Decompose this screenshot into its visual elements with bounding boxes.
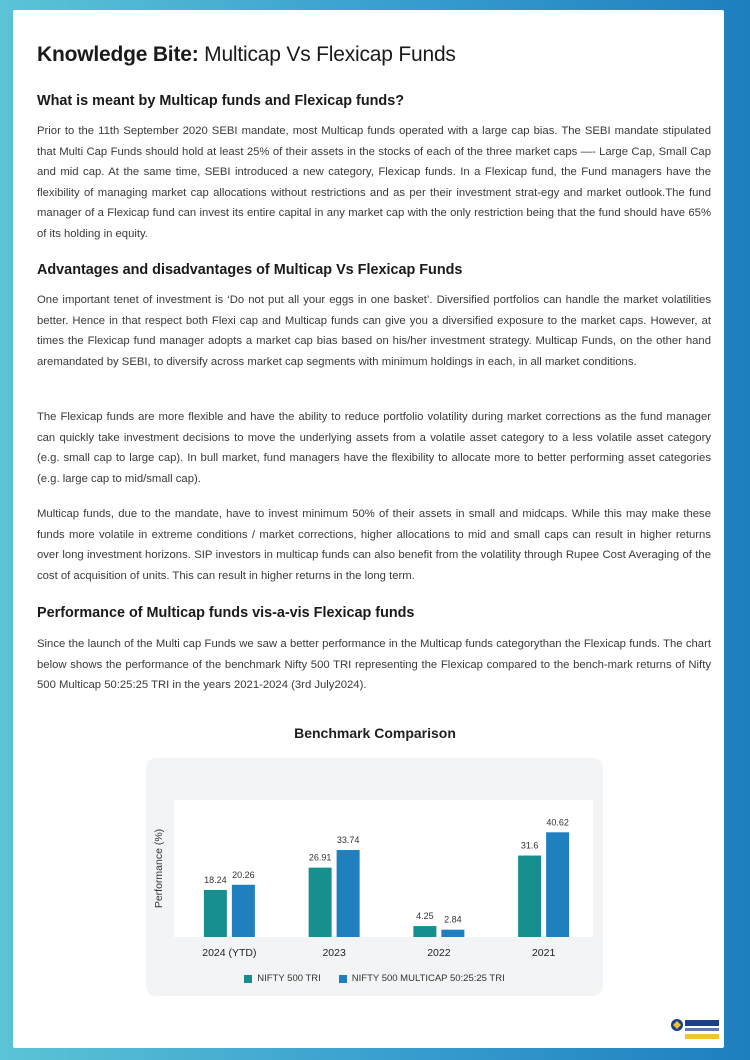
bar — [204, 890, 227, 937]
chart-title: Benchmark Comparison — [294, 725, 456, 741]
bar — [309, 868, 332, 937]
data-label: 31.6 — [520, 840, 539, 851]
x-tick-label: 2024 (YTD) — [202, 947, 257, 959]
data-label: 40.62 — [546, 817, 569, 828]
section-heading-definition: What is meant by Multicap funds and Flexicap funds? — [37, 93, 404, 109]
x-tick-label: 2021 — [531, 947, 556, 959]
data-label: 2.84 — [444, 914, 462, 925]
document-page — [13, 10, 724, 1048]
chart-legend — [146, 973, 603, 984]
page-title-bold: Knowledge Bite: — [37, 43, 199, 66]
y-axis-label: Performance (%) — [153, 828, 165, 909]
data-label: 26.91 — [308, 852, 332, 863]
chart-card — [146, 758, 603, 996]
security-logo-icon — [670, 1016, 720, 1042]
page-title — [37, 43, 456, 67]
bar — [337, 850, 360, 937]
bar — [413, 926, 436, 937]
paragraph-definition: Prior to the 11th September 2020 SEBI mandate, most Multicap funds operated with a large cap bias. The SEBI mandate stipulated that Multi Cap Funds should hold at least 25% of their assets in the stocks of each of the three market caps —- Large Cap, Small Cap and mid cap. At the same time, SEBI introduced a new category, Flexicap funds. In a Flexicap fund, the Fund managers have the flexibility of managing market cap allocations without restrictions and as per their investment strat-egy and market outlook.The fund manager of a Flexicap fund can invest its entire capital in any market cap with the only restriction being that the fund should have 65% of its holding in equity. — [37, 125, 711, 240]
bar — [232, 885, 255, 937]
x-tick-label: 2023 — [322, 947, 346, 959]
legend-swatch — [244, 975, 252, 983]
section-heading-performance: Performance of Multicap funds vis-a-vis Flexicap funds — [37, 605, 415, 621]
bar — [546, 832, 569, 937]
bar — [441, 930, 464, 937]
paragraph-advantages-1: One important tenet of investment is ‘Do not put all your eggs in one basket’. Diversified portfolios can handle the market volatilities better. Hence in that respect both Flexi cap and Multicap funds can give you a diversified exposure to the market caps. However, at times the Flexicap fund manager adopts a market cap bias based on his/her investment strategy. Multicap Funds, on the other hand aremandated by SEBI, to diversify across market cap segments with minimum holdings in each, in all market conditions. — [37, 294, 711, 368]
data-label: 33.74 — [336, 835, 360, 846]
section-heading-advantages: Advantages and disadvantages of Multicap Vs Flexicap Funds — [37, 262, 463, 278]
bar-chart — [146, 758, 603, 970]
page-title-rest: Multicap Vs Flexicap Funds — [198, 43, 456, 66]
paragraph-performance: Since the launch of the Multi cap Funds we saw a better performance in the Multicap funds categorythan the Flexicap funds. The chart below shows the performance of the benchmark Nifty 500 TRI representing the Flexicap compared to the bench-mark returns of Nifty 500 Multicap 50:25:25 TRI in the years 2021-2024 (3rd July2024). — [37, 638, 711, 691]
paragraph-advantages-3: Multicap funds, due to the mandate, have to invest minimum 50% of their assets in small and midcaps. While this may make these funds more volatile in extreme conditions / market corrections, higher allocations to mid and small caps can result in higher returns over long investment horizons. SIP investors in multicap funds can also benefit from the volatility through Rupee Cost Averaging of the cost of acquisition of units. This can result in higher returns in the long term. — [37, 508, 711, 582]
legend-label: NIFTY 500 MULTICAP 50:25:25 TRI — [351, 973, 505, 984]
data-label: 4.25 — [416, 911, 434, 922]
data-label: 20.26 — [232, 869, 255, 880]
data-label: 18.24 — [204, 874, 227, 885]
legend-swatch — [339, 975, 347, 983]
legend-item — [244, 973, 321, 984]
x-tick-label: 2022 — [427, 947, 451, 959]
legend-label: NIFTY 500 TRI — [257, 973, 321, 984]
paragraph-advantages-2: The Flexicap funds are more flexible and have the ability to reduce portfolio volatility during market corrections as the fund manager can quickly take investment decisions to move the underlying assets from a volatile asset category to a less volatile asset category (e.g. small cap to large cap). In bull market, fund managers have the flexibility to allocate more to better performing asset categories (e.g. large cap to mid/small cap). — [37, 411, 711, 485]
legend-item — [339, 973, 505, 984]
bar — [518, 856, 541, 937]
